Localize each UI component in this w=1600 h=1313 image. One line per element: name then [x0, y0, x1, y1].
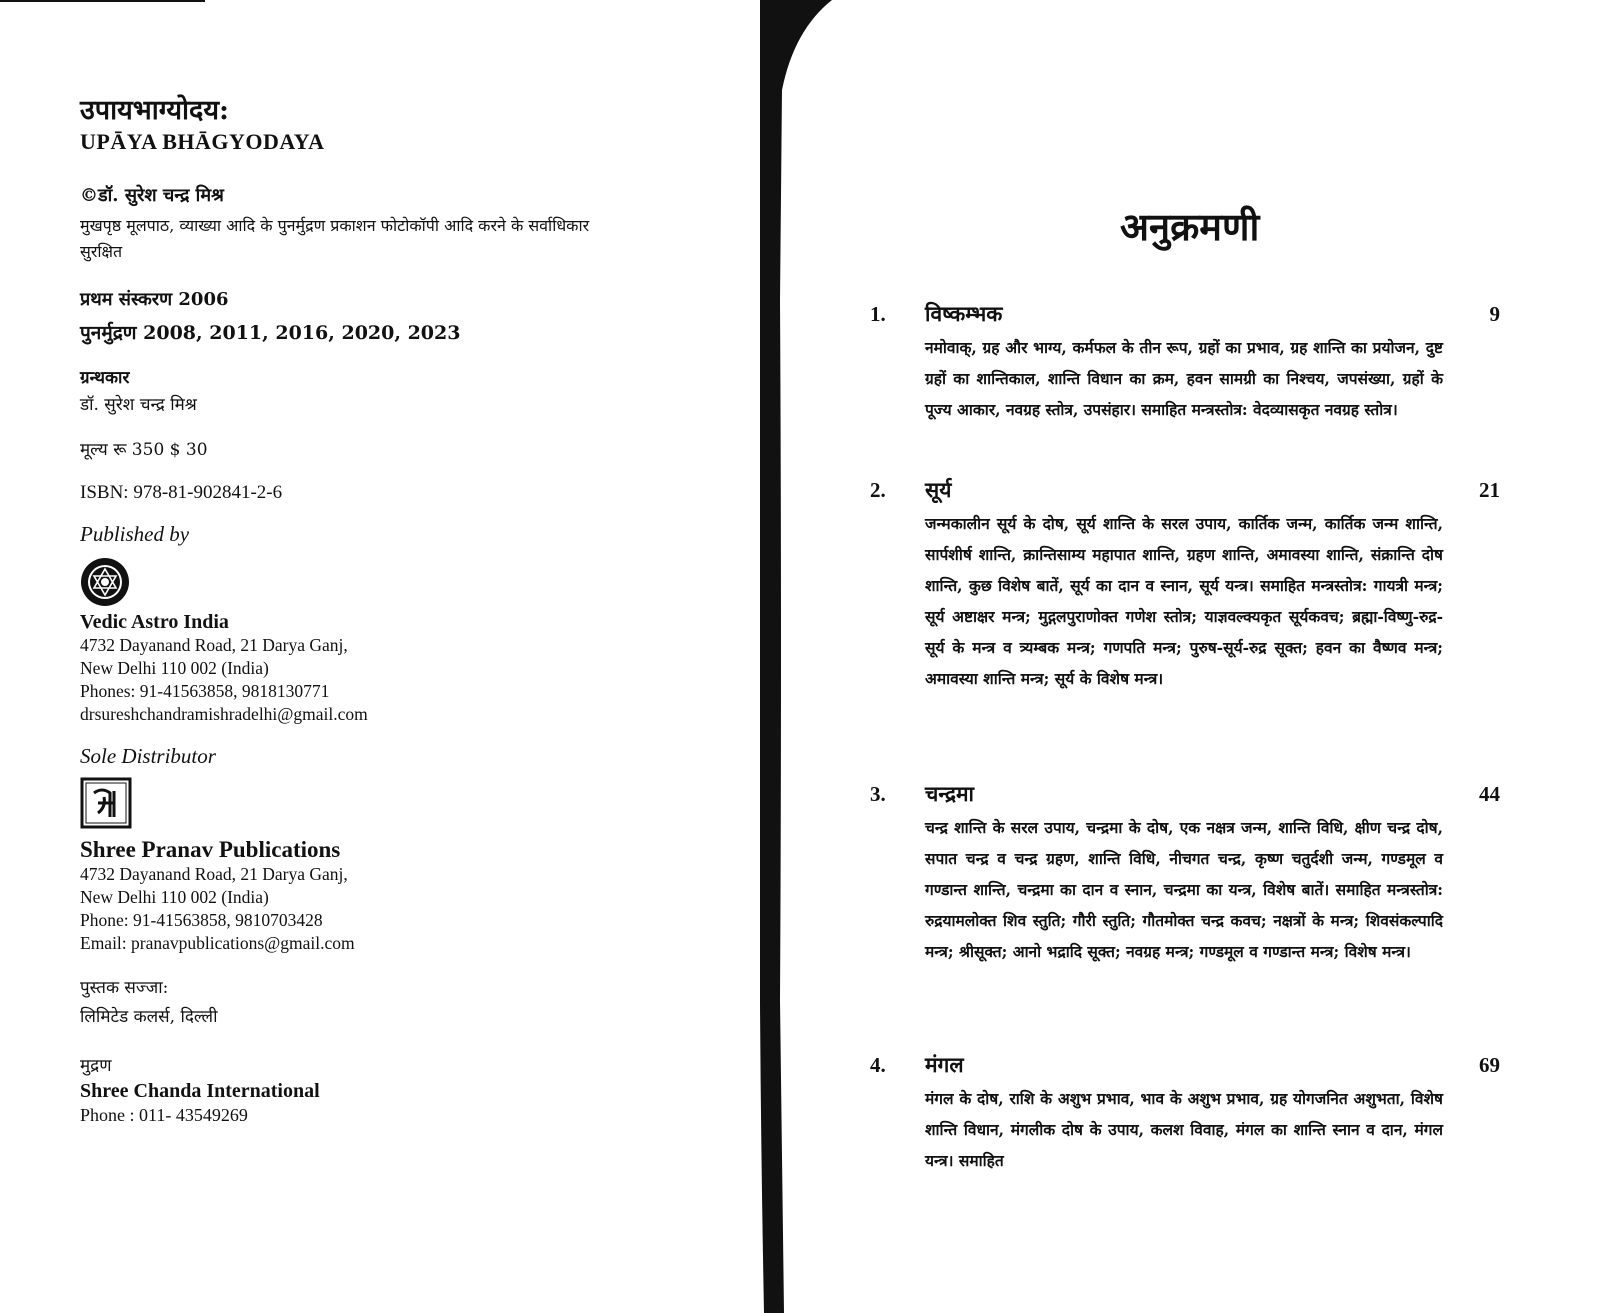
toc-entry-title: चन्द्रमा: [925, 781, 974, 806]
toc-entry-number: 2.: [870, 478, 886, 502]
printer-phone: Phone : 011- 43549269: [80, 1105, 248, 1125]
published-by-label: Published by: [80, 522, 190, 546]
publisher-address-line1: 4732 Dayanand Road, 21 Darya Ganj,: [80, 635, 348, 655]
copyright-line: ©डॉ. सुरेश चन्द्र मिश्र: [80, 185, 224, 206]
publisher-logo-icon: [80, 557, 130, 607]
reprint-years: पुनर्मुद्रण 2008, 2011, 2016, 2020, 2023: [80, 322, 461, 344]
top-rule: [0, 0, 205, 2]
isbn: ISBN: 978-81-902841-2-6: [80, 482, 283, 503]
distributor-label: Sole Distributor: [80, 744, 216, 768]
toc-entry-description: चन्द्र शान्ति के सरल उपाय, चन्द्रमा के दोष, एक नक्षत्र जन्म, शान्ति विधि, क्षीण चन्द्र दोष, सपात चन्द्र व चन्द्र ग्रहण, शान्ति विधि, नीचगत चन्द्र, कृष्ण चतुर्दशी जन्म, गण्डमूल व गण्डान्त शान्ति, चन्द्रमा का दान व स्नान, चन्द्रमा का यन्त्र, विशेष बातें। समाहित मन्त्रस्तोत्र: रुद्रयामलोक्त शिव स्तुति; गौरी स्तुति; गौतमोक्त चन्द्र कवच; नक्षत्रों के मन्त्र; शिवसंकल्पादि मन्त्र; श्रीसूक्त; आनो भद्रादि सूक्त; नवग्रह मन्त्र; गण्डमूल व गण्डान्त मन्त्र; विशेष मन्त्र।: [925, 818, 1443, 961]
toc-entry-page: 21: [1479, 478, 1500, 502]
imprint-page: [80, 95, 640, 1126]
toc-entry-description: मंगल के दोष, राशि के अशुभ प्रभाव, भाव के अशुभ प्रभाव, ग्रह योगजनित अशुभता, विशेष शान्ति विधान, मंगलीक दोष के उपाय, कलश विवाह, मंगल का शान्ति स्नान व दान, मंगल यन्त्र। समाहित: [925, 1089, 1443, 1170]
printing-label: मुद्रण: [80, 1056, 112, 1076]
toc-heading: अनुक्रमणी: [1120, 204, 1260, 249]
first-edition: प्रथम संस्करण 2006: [80, 289, 229, 310]
author-name: डॉ. सुरेश चन्द्र मिश्र: [80, 395, 197, 415]
toc-entry-page: 9: [1489, 302, 1500, 326]
toc-entry-number: 3.: [870, 782, 886, 806]
binding-gutter-shadow: [760, 0, 850, 1313]
publisher-email: drsureshchandramishradelhi@gmail.com: [80, 704, 368, 724]
book-design-label: पुस्तक सज्जा:: [80, 978, 169, 998]
english-title: UPĀYA BHĀGYODAYA: [80, 129, 325, 154]
publisher-name: Vedic Astro India: [80, 611, 229, 633]
toc-entry-description: जन्मकालीन सूर्य के दोष, सूर्य शान्ति के सरल उपाय, कार्तिक जन्म, कार्तिक जन्म शान्ति, सार्पशीर्ष शान्ति, क्रान्तिसाम्य महापात शान्ति, ग्रहण शान्ति, अमावस्या शान्ति, संक्रान्ति दोष शान्ति, कुछ विशेष बातें, सूर्य का दान व स्नान, सूर्य यन्त्र। समाहित मन्त्रस्तोत्र: गायत्री मन्त्र; सूर्य अष्टाक्षर मन्त्र; मुद्गलपुराणोक्त गणेश स्तोत्र; याज्ञवल्क्यकृत सूर्यकवच; ब्रह्मा-विष्णु-रुद्र-सूर्य के मन्त्र व त्र्यम्बक मन्त्र; गणपति मन्त्र; पुरुष-सूर्य-रुद्र सूक्त; हवन का वैष्णव मन्त्र; अमावस्या शान्ति मन्त्र; सूर्य के विशेष मन्त्र।: [925, 514, 1443, 688]
printer-name: Shree Chanda International: [80, 1080, 320, 1102]
distributor-logo-icon: [80, 777, 132, 829]
toc-entry-title: सूर्य: [925, 477, 952, 502]
toc-entry-page: 69: [1479, 1053, 1500, 1077]
distributor-email: Email: pranavpublications@gmail.com: [80, 933, 355, 953]
distributor-address-line2: New Delhi 110 002 (India): [80, 887, 269, 907]
toc-entry-title: मंगल: [925, 1052, 964, 1077]
hindi-title: उपायभाग्योदय:: [80, 95, 229, 126]
toc-entry-page: 44: [1479, 782, 1500, 806]
distributor-name: Shree Pranav Publications: [80, 837, 341, 862]
publisher-address-line2: New Delhi 110 002 (India): [80, 658, 269, 678]
distributor-phone: Phone: 91-41563858, 9810703428: [80, 910, 323, 930]
toc-entry-number: 4.: [870, 1053, 886, 1077]
author-label: ग्रन्थकार: [80, 368, 130, 388]
book-design-name: लिमिटेड कलर्स, दिल्ली: [80, 1007, 218, 1027]
toc-entry-title: विष्कम्भक: [925, 301, 1003, 326]
rights-notice: मुखपृष्ठ मूलपाठ, व्याख्या आदि के पुनर्मुद्रण प्रकाशन फोटोकॉपी आदि करने के सर्वाधिकार सुरक्षित: [80, 216, 590, 261]
toc-entry-description: नमोवाक्, ग्रह और भाग्य, कर्मफल के तीन रूप, ग्रहों का प्रभाव, ग्रह शान्ति का प्रयोजन, दुष्ट ग्रहों का शान्तिकाल, शान्ति विधान का क्रम, हवन सामग्री का निश्चय, जपसंख्या, ग्रहों के पूज्य आकार, नवग्रह स्तोत्र, उपसंहार। समाहित मन्त्रस्तोत्र: वेदव्यासकृत नवग्रह स्तोत्र।: [925, 338, 1443, 419]
price: मूल्य रू 350 $ 30: [80, 440, 208, 460]
distributor-address-line1: 4732 Dayanand Road, 21 Darya Ganj,: [80, 864, 348, 884]
publisher-phones: Phones: 91-41563858, 9818130771: [80, 681, 330, 701]
toc-entry-number: 1.: [870, 302, 886, 326]
